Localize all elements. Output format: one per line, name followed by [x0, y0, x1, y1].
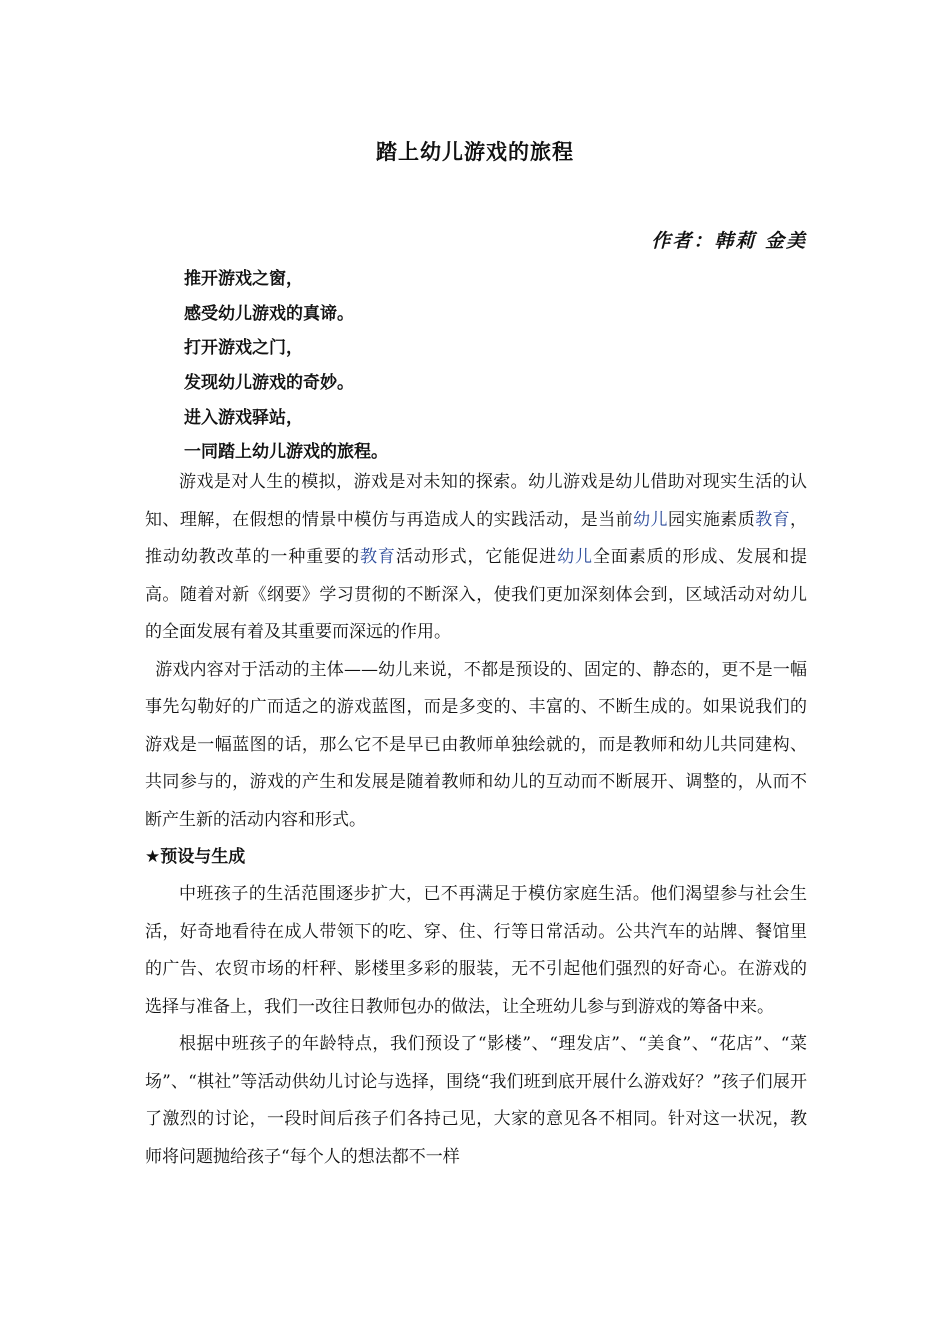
paragraph-intro	[145, 464, 807, 652]
poem-line: 打开游戏之门，	[184, 338, 303, 359]
text-run: 游戏是对人生的模拟，游戏是对未知的探索。幼儿游戏是幼儿借助对现实生活的认知、理解，在假想的情景中模仿与再造成人的实践活动，是当前	[145, 472, 807, 530]
text-run: 园实施素质	[667, 509, 756, 530]
paragraph-preset-activities: 根据中班孩子的年龄特点，我们预设了“影楼”、“理发店”、“美食”、“花店”、“菜场”、“棋社”等活动供幼儿讨论与选择，围绕“我们班到底开展什么游戏好？”孩子们展开了激烈的讨论，一段时间后孩子们各持己见，大家的意见各不相同。针对这一状况，教师将问题抛给孩子“每个人的想法都不一样	[145, 1034, 807, 1167]
text-run: 活动形式，它能促进	[395, 547, 558, 567]
keyword-link[interactable]: 幼儿	[633, 509, 668, 530]
paragraph-middle-class: 中班孩子的生活范围逐步扩大，已不再满足于模仿家庭生活。他们渴望参与社会生活，好奇地看待在成人带领下的吃、穿、住、行等日常活动。公共汽车的站牌、餐馆里的广告、农贸市场的杆秤、影楼里多彩的服装，无不引起他们强烈的好奇心。在游戏的选择与准备上，我们一改往日教师包办的做法，让全班幼儿参与到游戏的筹备中来。	[145, 884, 807, 1017]
poem-line: 进入游戏驿站，	[184, 407, 303, 428]
poem-line: 推开游戏之窗，	[184, 269, 303, 289]
text-run: 全面素质的形成、发展和提高。随着对新《纲要》学习贯彻的不断深入，使我们更加深刻体会到，区域活动对幼儿的全面发展有着及其重要而深远的作用。	[145, 547, 808, 642]
document-body	[145, 464, 807, 1176]
poem-line: 发现幼儿游戏的奇妙。	[184, 373, 354, 394]
keyword-link[interactable]: 教育	[755, 509, 791, 530]
keyword-link[interactable]: 教育	[360, 547, 396, 567]
section-heading: ★预设与生成	[145, 847, 246, 867]
text-run: ，推动幼教改革的一种重要的	[145, 509, 808, 567]
poem-line: 感受幼儿游戏的真谛。	[184, 303, 354, 324]
poem-line: 一同踏上幼儿游戏的旅程。	[184, 442, 388, 463]
keyword-link[interactable]: 幼儿	[557, 547, 593, 567]
author-line: 作者：韩莉 金美	[651, 230, 807, 252]
document-title: 踏上幼儿游戏的旅程	[376, 140, 574, 164]
poem	[184, 262, 388, 470]
paragraph-game-content: 游戏内容对于活动的主体——幼儿来说，不都是预设的、固定的、静态的，更不是一幅事先勾勒好的广而适之的游戏蓝图，而是多变的、丰富的、不断生成的。如果说我们的游戏是一幅蓝图的话，那么它不是早已由教师单独绘就的，而是教师和幼儿共同建构、共同参与的，游戏的产生和发展是随着教师和幼儿的互动而不断展开、调整的，从而不断产生新的活动内容和形式。	[145, 659, 807, 830]
